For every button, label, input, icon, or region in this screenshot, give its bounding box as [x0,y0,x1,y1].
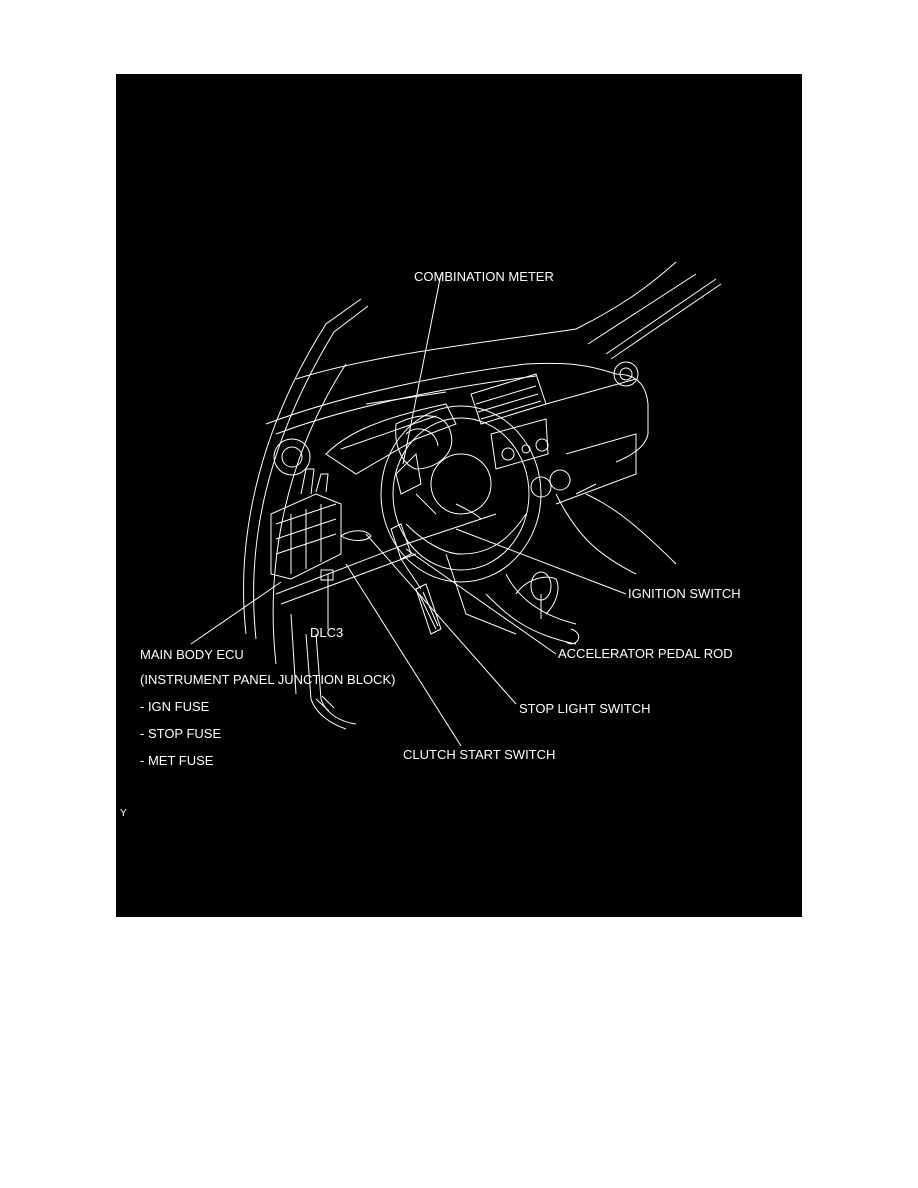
corner-mark: Y [120,808,127,819]
label-clutch-start-switch: CLUTCH START SWITCH [403,747,556,762]
label-stop-fuse: - STOP FUSE [140,726,222,741]
label-stop-light-switch: STOP LIGHT SWITCH [519,701,651,716]
label-combination-meter: COMBINATION METER [414,269,554,284]
label-instrument-panel-junction-block: (INSTRUMENT PANEL JUNCTION BLOCK) [140,672,396,687]
label-met-fuse: - MET FUSE [140,753,214,768]
label-dlc3: DLC3 [310,625,344,640]
component-location-diagram [116,74,802,917]
label-accelerator-pedal-rod: ACCELERATOR PEDAL ROD [558,646,733,661]
label-ign-fuse: - IGN FUSE [140,699,210,714]
label-ignition-switch: IGNITION SWITCH [628,586,741,601]
dashboard-line-art [116,74,802,917]
label-main-body-ecu: MAIN BODY ECU [140,647,244,662]
